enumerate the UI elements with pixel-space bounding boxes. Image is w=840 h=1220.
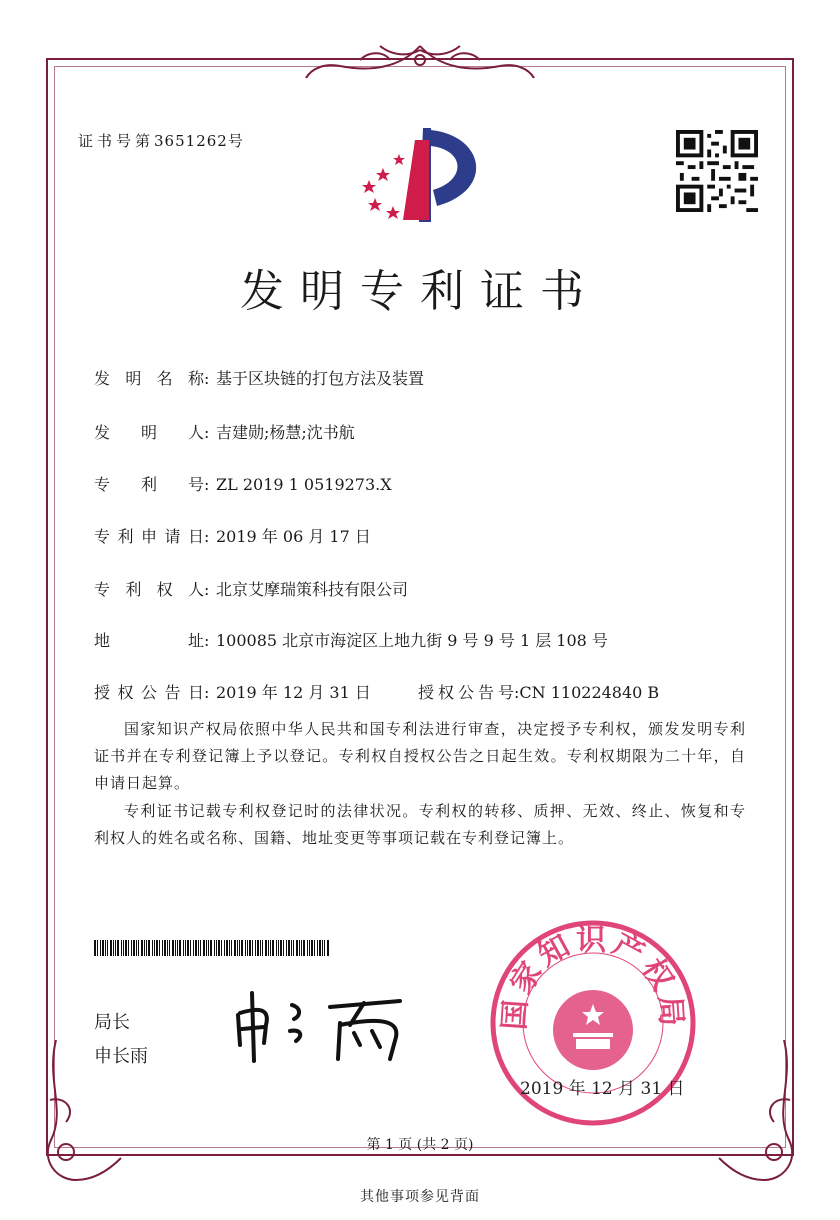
statement-paragraph: 国家知识产权局依照中华人民共和国专利法进行审查，决定授予专利权，颁发发明专利证书并在专利登记簿上予以登记。专利权自授权公告之日起生效。专利权期限为二十年，自申请日起算。: [94, 720, 746, 792]
field-label: 专利权人: [94, 580, 204, 599]
field-grant-date: 授权公告日: 2019 年 12 月 31 日: [94, 680, 371, 703]
field-filing-date: 专利申请日: 2019 年 06 月 17 日: [94, 524, 371, 547]
field-label: 专利申请日: [94, 527, 204, 546]
field-patentee: 专利权人: 北京艾摩瑞策科技有限公司: [94, 577, 408, 600]
footer-note: 其他事项参见背面: [360, 1189, 480, 1205]
certificate-number-value: 3651262: [154, 132, 228, 150]
field-grant-number: 授权公告号:CN 110224840 B: [418, 680, 659, 703]
field-value: 北京艾摩瑞策科技有限公司: [216, 580, 409, 599]
statement-paragraph: 专利证书记载专利权登记时的法律状况。专利权的转移、质押、无效、终止、恢复和专利权人的姓名或名称、国籍、地址变更等事项记载在专利登记簿上。: [94, 802, 746, 847]
field-invention-name: 发明名称: 基于区块链的打包方法及装置: [94, 366, 424, 389]
field-value: 2019 年 06 月 17 日: [216, 527, 371, 546]
director-name: 申长雨: [94, 1046, 148, 1067]
seal-text: 国家知识产权局: [497, 923, 689, 1032]
certificate-number-label: 证书号第: [78, 132, 155, 150]
field-label: 发明人: [94, 423, 204, 442]
field-value: 基于区块链的打包方法及装置: [216, 369, 425, 388]
corner-ornament-right-icon: [714, 1040, 804, 1190]
field-value: CN 110224840 B: [519, 683, 660, 702]
certificate-number-suffix: 号: [227, 132, 247, 150]
barcode-icon: [94, 940, 330, 956]
field-address: 地址: 100085 北京市海淀区上地九街 9 号 9 号 1 层 108 号: [94, 628, 608, 651]
patent-office-logo-icon: [345, 120, 505, 230]
director-title: 局长: [94, 1012, 130, 1033]
handwritten-signature-icon: [230, 985, 430, 1065]
field-inventor: 发明人: 吉建勋;杨慧;沈书航: [94, 420, 355, 443]
field-label: 发明名称: [94, 369, 204, 388]
field-value: 2019 年 12 月 31 日: [216, 683, 371, 702]
field-value: 100085 北京市海淀区上地九街 9 号 9 号 1 层 108 号: [216, 631, 608, 650]
field-label: 地址: [94, 631, 204, 650]
page-number: 第 1 页 (共 2 页): [366, 1137, 474, 1153]
certificate-title: 发明专利证书: [240, 266, 600, 317]
field-label: 专利号: [94, 475, 204, 494]
field-value: 吉建勋;杨慧;沈书航: [216, 423, 355, 442]
qr-code-icon: [676, 130, 758, 212]
field-value: ZL 2019 1 0519273.X: [216, 475, 392, 494]
seal-date: 2019 年 12 月 31 日: [520, 1079, 685, 1099]
top-ornament-icon: [300, 38, 540, 88]
certificate-number: [78, 130, 247, 151]
field-label: 授权公告号: [418, 683, 514, 702]
field-patent-number: 专利号: ZL 2019 1 0519273.X: [94, 472, 392, 495]
field-label: 授权公告日: [94, 683, 204, 702]
